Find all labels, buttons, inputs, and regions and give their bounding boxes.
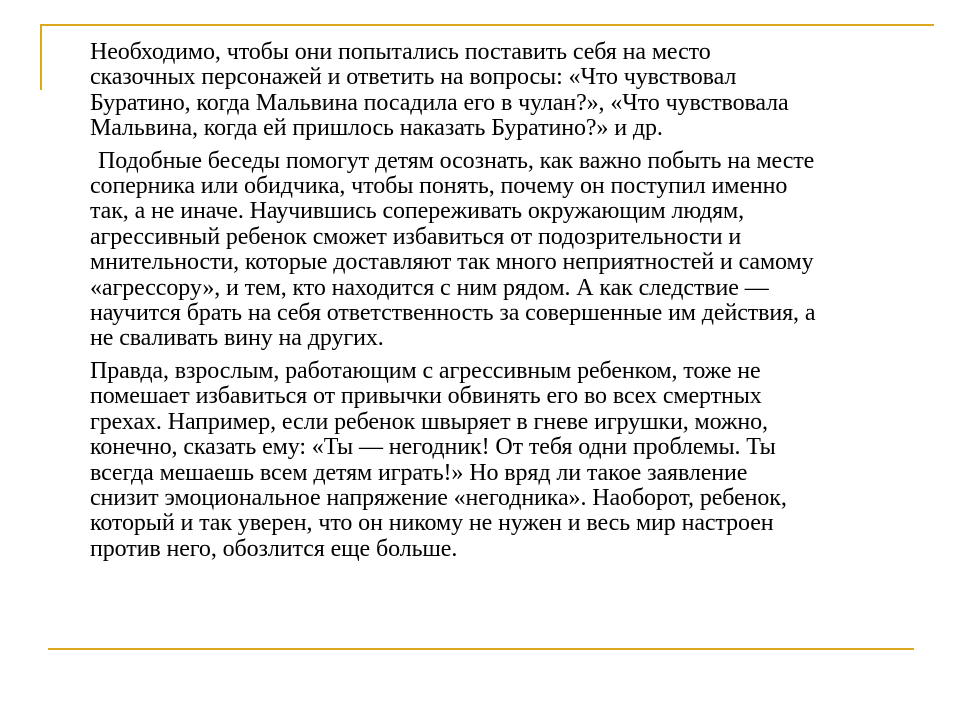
text-line: Правда, взрослым, работающим с агрессивным ребенком, тоже не bbox=[90, 357, 761, 384]
text-line: Буратино, когда Мальвина посадила его в чулан?», «Что чувствовала bbox=[90, 89, 789, 116]
text-line: не сваливать вину на других. bbox=[90, 325, 384, 352]
text-line: «агрессору», и тем, кто находится с ним рядом. А как следствие — bbox=[90, 274, 769, 301]
text-line: научится брать на себя ответственность за совершенные им действия, а bbox=[90, 300, 816, 327]
text-line: мнительности, которые доставляют так много неприятностей и самому bbox=[90, 249, 814, 276]
bottom-rule bbox=[48, 648, 914, 650]
text-line: соперника или обидчика, чтобы понять, почему он поступил именно bbox=[90, 173, 788, 200]
text-line: так, а не иначе. Научившись сопереживать окружающим людям, bbox=[90, 198, 745, 225]
text-line: снизит эмоциональное напряжение «негодника». Наоборот, ребенок, bbox=[90, 484, 787, 511]
paragraph-2 bbox=[90, 147, 925, 352]
body-text bbox=[90, 39, 925, 569]
text-line: сказочных персонажей и ответить на вопросы: «Что чувствовал bbox=[90, 64, 737, 91]
top-rule bbox=[40, 24, 934, 26]
text-line: всегда мешаешь всем детям играть!» Но вряд ли такое заявление bbox=[90, 459, 748, 486]
text-line: Необходимо, чтобы они попытались поставить себя на место bbox=[90, 39, 711, 65]
paragraph-3 bbox=[90, 357, 925, 562]
text-line: который и так уверен, что он никому не нужен и весь мир настроен bbox=[90, 510, 774, 537]
text-line: конечно, сказать ему: «Ты — негодник! От тебя одни проблемы. Ты bbox=[90, 434, 776, 461]
text-line: Подобные беседы помогут детям осознать, как важно побыть на месте bbox=[98, 147, 815, 174]
text-line: помешает избавиться от привычки обвинять его во всех смертных bbox=[90, 383, 762, 410]
left-rule bbox=[40, 24, 42, 90]
paragraph-1 bbox=[90, 39, 925, 142]
text-line: грехах. Например, если ребенок швыряет в гневе игрушки, можно, bbox=[90, 408, 768, 435]
text-line: агрессивный ребенок сможет избавиться от подозрительности и bbox=[90, 223, 742, 250]
text-line: против него, обозлится еще больше. bbox=[90, 535, 458, 562]
text-line: Мальвина, когда ей пришлось наказать Буратино?» и др. bbox=[90, 115, 663, 142]
